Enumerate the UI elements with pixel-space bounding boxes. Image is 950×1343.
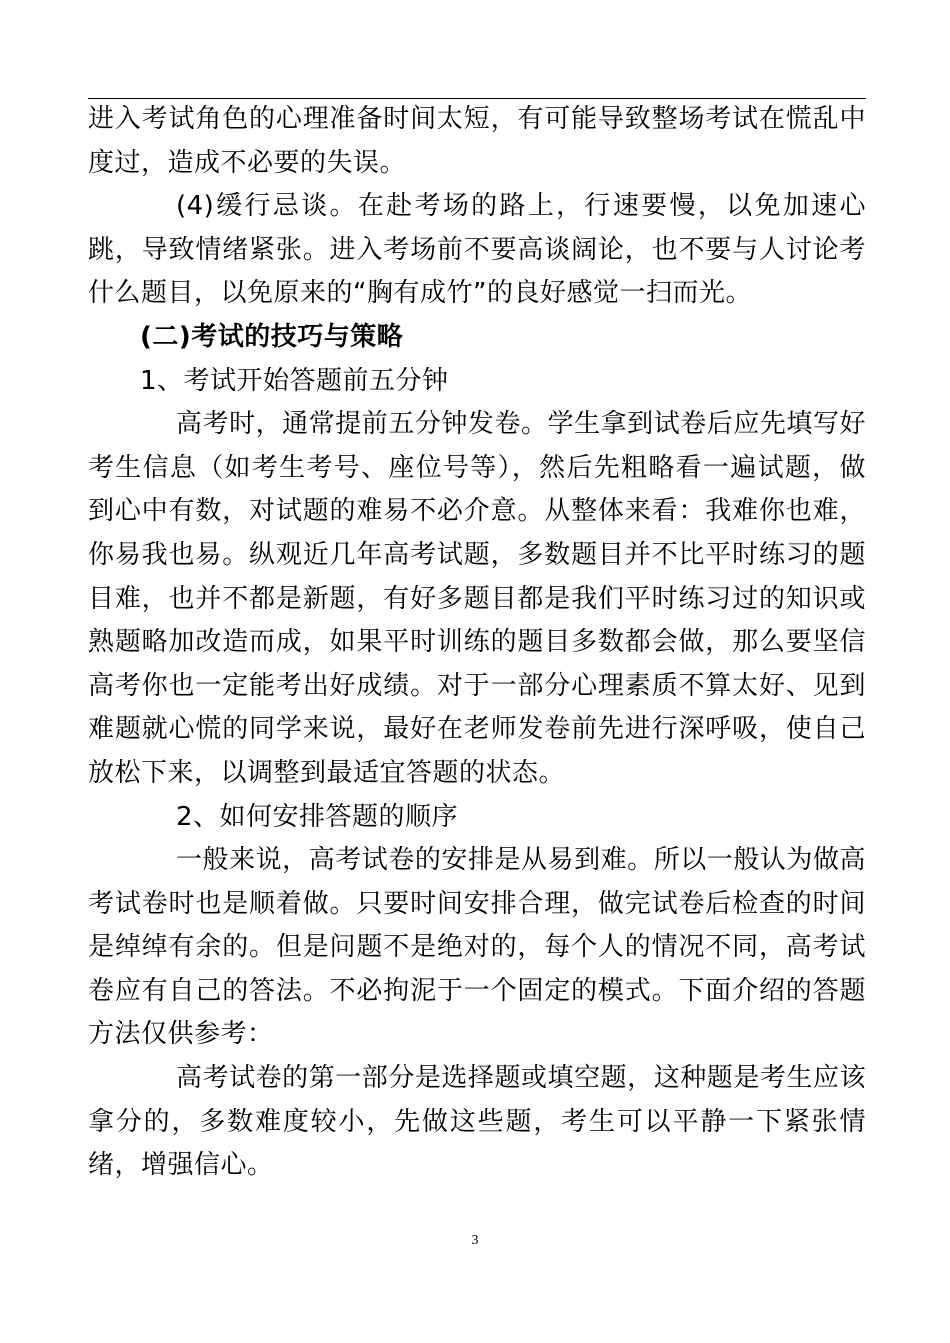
page-number: 3: [471, 1233, 479, 1248]
paragraph-answer-order: 一般来说，高考试卷的安排是从易到难。所以一般认为做高考试卷时也是顺着做。只要时间安排合理，做完试卷后检查的时间是绰绰有余的。但是问题不是绝对的，每个人的情况不同，高考试卷应有自己的答法。不必拘泥于一个固定的模式。下面介绍的答题方法仅供参考：: [88, 845, 866, 1050]
section-heading: (二)考试的技巧与策略: [140, 321, 404, 352]
paragraph-first-five-minutes: 高考时，通常提前五分钟发卷。学生拿到试卷后应先填写好考生信息（如考生考号、座位号等），然后先粗略看一遍试题，做到心中有数，对试题的难易不必介意。从整体来看：我难你也难，你易我也易。纵观近几年高考试题，多数题目并不比平时练习的题目难，也并不都是新题，有好多题目都是我们平时练习过的知识或熟题略加改造而成，如果平时训练的题目多数都会做，那么要坚信高考你也一定能考出好成绩。对于一部分心理素质不算太好、见到难题就心慌的同学来说，最好在老师发卷前先进行深呼吸，使自己放松下来，以调整到最适宜答题的状态。: [88, 409, 866, 788]
paragraph-continuation: 进入考试角色的心理准备时间太短，有可能导致整场考试在慌乱中度过，造成不必要的失误。: [88, 104, 866, 178]
paragraph-item-4: (4)缓行忌谈。在赴考场的路上，行速要慢，以免加速心跳，导致情绪紧张。进入考场前不要高谈阔论，也不要与人讨论考什么题目，以免原来的“胸有成竹”的良好感觉一扫而光。: [88, 191, 866, 309]
paragraph-first-part: 高考试卷的第一部分是选择题或填空题，这种题是考生应该拿分的，多数难度较小，先做这些题，考生可以平静一下紧张情绪，增强信心。: [88, 1063, 866, 1181]
document-body: [88, 98, 866, 1188]
subsection-heading-2: 2、如何安排答题的顺序: [176, 801, 459, 832]
subsection-heading-1: 1、考试开始答题前五分钟: [140, 365, 449, 396]
